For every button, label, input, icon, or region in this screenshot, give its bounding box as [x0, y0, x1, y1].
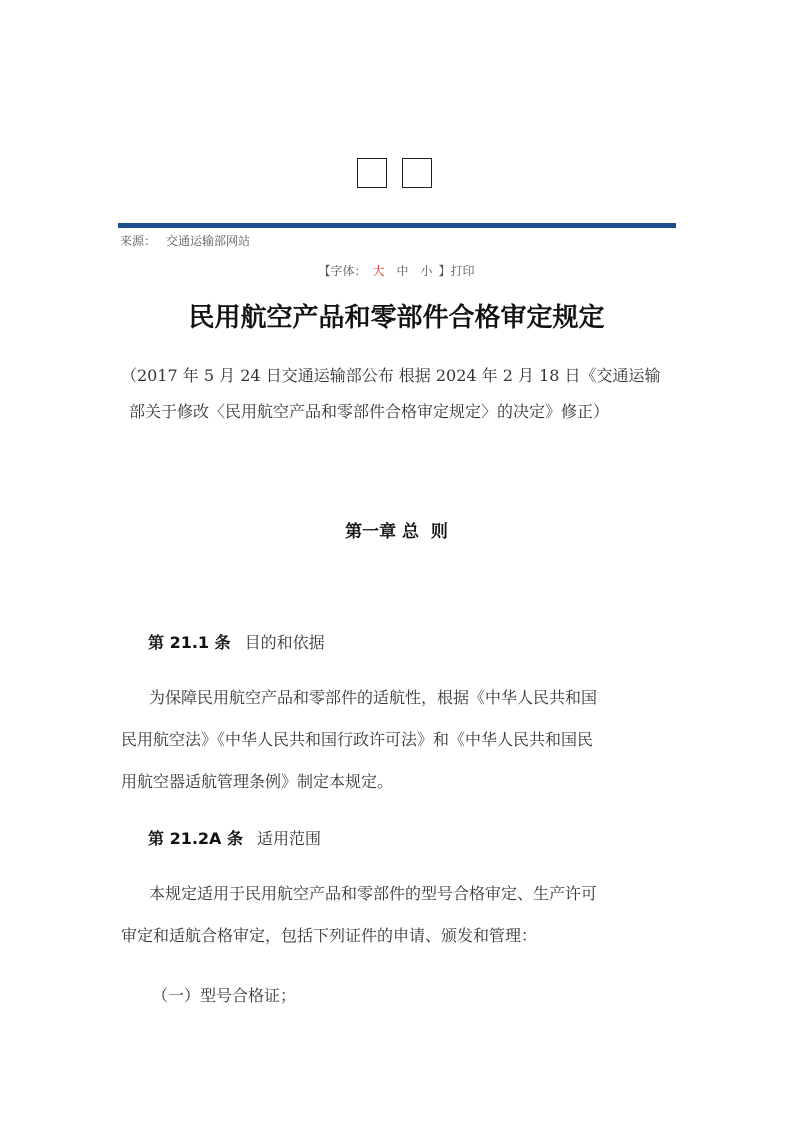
- body-line: 为保障民用航空产品和零部件的适航性，根据《中华人民共和国: [149, 688, 598, 707]
- source-label: 来源：: [120, 234, 157, 248]
- body-line: 审定和适航合格审定，包括下列证件的申请、颁发和管理：: [121, 926, 538, 945]
- logo-box-left: [357, 158, 387, 188]
- body-line: 民用航空法》《中华人民共和国行政许可法》和《中华人民共和国民: [121, 730, 594, 749]
- article-heading: [148, 826, 321, 849]
- article-title: 适用范围: [257, 829, 322, 848]
- font-bar-open: 【字体：: [318, 264, 367, 278]
- font-bar-close: 】: [438, 264, 451, 278]
- font-size-bar: [0, 262, 793, 279]
- print-button[interactable]: 打印: [450, 264, 475, 278]
- site-logo: [357, 158, 432, 188]
- article-body: [121, 677, 681, 803]
- body-line: 用航空器适航管理条例》制定本规定。: [121, 772, 394, 791]
- font-small-button[interactable]: 小: [420, 264, 433, 278]
- article-number: 第 21.2A 条: [148, 829, 244, 848]
- article-heading: [148, 630, 325, 653]
- source-line: [120, 232, 250, 249]
- amendment-note: [121, 358, 676, 430]
- font-medium-button[interactable]: 中: [396, 264, 409, 278]
- body-line: 本规定适用于民用航空产品和零部件的型号合格审定、生产许可: [149, 884, 598, 903]
- document-title: 民用航空产品和零部件合格审定规定: [188, 303, 605, 333]
- amendment-note-line-1: （2017 年 5 月 24 日交通运输部公布 根据 2024 年 2 月 18 日《交通运输: [121, 366, 661, 385]
- font-large-button[interactable]: 大: [372, 264, 385, 278]
- article-body: [121, 873, 681, 957]
- chapter-heading: 第一章 总 则: [345, 522, 448, 542]
- source-value: 交通运输部网站: [166, 234, 251, 248]
- list-item: （一）型号合格证；: [152, 986, 297, 1005]
- article-number: 第 21.1 条: [148, 633, 231, 652]
- amendment-note-line-2: 部关于修改〈民用航空产品和零部件合格审定规定〉的决定》修正）: [129, 402, 610, 421]
- header-divider: [118, 223, 676, 228]
- article-title: 目的和依据: [244, 633, 325, 652]
- logo-box-right: [402, 158, 432, 188]
